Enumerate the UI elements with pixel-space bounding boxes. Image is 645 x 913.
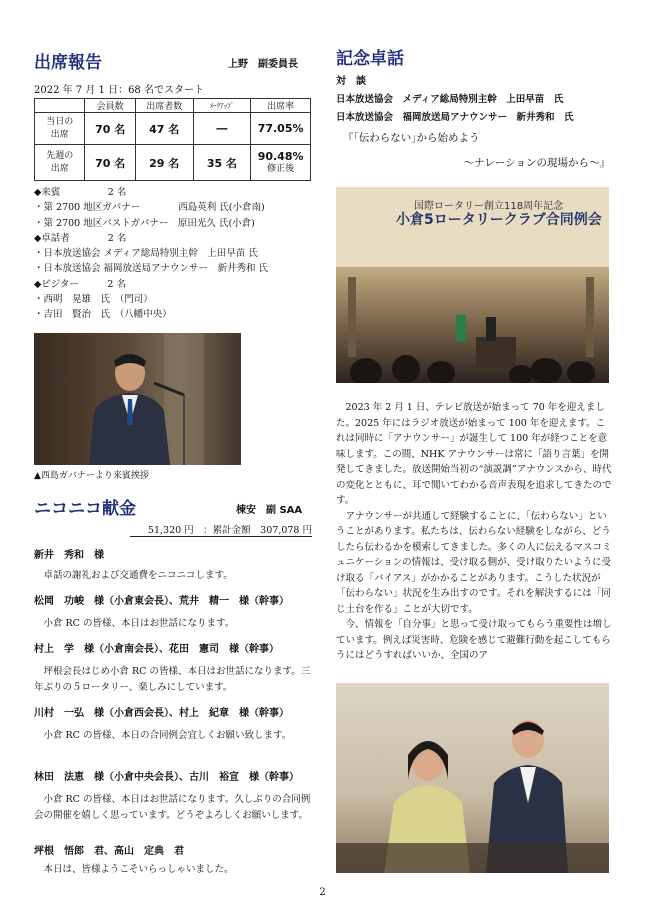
entry-text: 卓話の謝礼および交通費をニコニコします。 xyxy=(43,570,233,581)
speaker-2: 日本放送協会 福岡放送局アナウンサー 新井秀和 氏 xyxy=(336,112,574,123)
list-item: ・日本放送協会 メディア総局特別主幹 上田早苗 氏 xyxy=(34,248,258,260)
entry-text: 小倉 RC の皆様、本日はお世話になります。久しぶりの合同例会の開催を嬉しく思っています。どうぞよろしくお願いします。 xyxy=(34,794,311,821)
list-item: ◆来賓 2 名 xyxy=(34,187,127,198)
members-cell: 70 名 xyxy=(85,113,135,145)
attendees-cell: 47 名 xyxy=(135,113,193,145)
niko-reporter: 棟安 副 SAA xyxy=(236,505,303,516)
entry-name: 新井 秀和 様 xyxy=(34,550,104,561)
speech-title: 記念卓話 xyxy=(336,49,404,69)
attendance-start-line: 2022 年 7 月 1 日：68 名でスタート xyxy=(34,85,204,96)
list-item: ◆ビジター 2 名 xyxy=(34,278,126,290)
rate-value: 90.48% xyxy=(257,149,304,163)
attendance-list xyxy=(34,185,314,323)
speech-subtitle-1: 『｢伝わらない｣から始めよう xyxy=(343,132,480,144)
niko-amount: 51,320 円 ：累計金額 307,078 円 xyxy=(130,522,312,537)
photo-caption: ▲西島ガバナーより来賓挨拶 xyxy=(34,471,149,481)
row-label: 当日の 出席 xyxy=(35,113,85,145)
entry-text: 本日は、皆様ようこそいらっしゃいました。 xyxy=(43,864,234,875)
speaker-1: 日本放送協会 メディア総局特別主幹 上田早苗 氏 xyxy=(336,94,564,105)
list-item: ◆卓話者 2 名 xyxy=(34,232,127,244)
table-header: 会員数 xyxy=(85,99,135,113)
event-photo xyxy=(336,187,609,383)
speakers-photo xyxy=(336,683,609,873)
table-header: 出席率 xyxy=(251,99,311,113)
list-item: ・日本放送協会 福岡放送局アナウンサー 新井秀和 氏 xyxy=(34,263,269,275)
entry-name: 村上 学 様（小倉南会長）、花田 憲司 様（幹事） xyxy=(34,644,279,655)
makeup-cell: ― xyxy=(193,113,251,145)
speakers-illustration xyxy=(336,683,609,873)
list-item: ・吉田 賢治 氏 （八幡中央） xyxy=(34,309,172,321)
list-item: ・西明 晃雄 氏 （門司） xyxy=(34,294,153,306)
list-item: ・第 2700 地区ガバナー 西島英利 氏(小倉南) xyxy=(34,202,265,214)
table-header: 出席者数 xyxy=(135,99,193,113)
attendees-cell: 29 名 xyxy=(135,145,193,181)
paragraph: 今、情報を「自分事」と思って受け取ってもらう重要性は増しています。例えば災害時、危険を感じて避難行動を起こしてもらうにはどうすればいいか、全国のア xyxy=(336,619,612,661)
table-header xyxy=(35,99,85,113)
attendance-title: 出席報告 xyxy=(34,53,102,73)
rate-cell: 77.05% xyxy=(251,113,311,145)
row-label: 先週の 出席 xyxy=(35,145,85,181)
niko-title: ニコニコ献金 xyxy=(34,499,136,519)
paragraph: 2023 年 2 月 1 日、テレビ放送が始まって 70 年を迎えました。2025 年にはラジオ放送が始まって 100 年を迎えます。これは同時に「アナウンサー」が誕生して 100 年が経つことを意味します。この間、NHK アナウンサーは常に「語り言葉」を開発してきました。放送開始当初の“演説調”アナウンスから、時代の変化とともに、耳で聞いてわかる音声表現を追求してきたのです。 xyxy=(336,402,612,506)
paragraph: アナウンサーが共通して経験することに、「伝わらない」ということがあります。私たちは、伝わらない経験をしながら、どうしたら伝わるかを模索してきました。多くの人に伝えるマスコミュニケーションの情報は、受け取る側が、受け取りたいように受け取る「バイアス」がかかることがあります。こうした状況が「伝わらない」状況を生み出すのです。それを解決するには「同じ土台を作る」ことが大切です。 xyxy=(336,510,612,615)
entry-text: 坪根会長はじめ小倉 RC の皆様、本日はお世話になります。三年ぶりの５ロータリー、楽しみにしています。 xyxy=(34,666,311,693)
banner-line-1: 国際ロータリー創立118周年記念 xyxy=(414,201,564,212)
entry-text: 小倉 RC の皆様、本日の合同例会宜しくお願い致します。 xyxy=(43,730,292,741)
rate-cell xyxy=(251,145,311,181)
makeup-cell: 35 名 xyxy=(193,145,251,181)
page-number: 2 xyxy=(319,887,326,898)
speech-body xyxy=(336,400,612,664)
list-item: ・第 2700 地区パストガバナー 原田光久 氏(小倉) xyxy=(34,217,255,229)
governor-photo xyxy=(34,333,241,465)
niko-entries xyxy=(34,546,314,878)
members-cell: 70 名 xyxy=(85,145,135,181)
entry-name: 坪根 悟郎 君、高山 定典 君 xyxy=(34,846,184,857)
entry-name: 松岡 功峻 様（小倉東会長）、荒井 精一 様（幹事） xyxy=(34,596,289,607)
speech-subtitle-2: ～ナレーションの現場から～』 xyxy=(463,157,610,169)
entry-name: 林田 法恵 様（小倉中央会長）、古川 裕宣 様（幹事） xyxy=(34,772,299,783)
speech-type: 対 談 xyxy=(336,76,366,87)
governor-illustration xyxy=(34,333,241,465)
attendance-table xyxy=(34,98,311,181)
attendance-reporter: 上野 副委員長 xyxy=(228,59,298,70)
rate-note: 修正後 xyxy=(267,163,295,174)
banner-line-2: 小倉5ロータリークラブ合同例会 xyxy=(396,212,602,228)
entry-text: 小倉 RC の皆様、本日はお世話になります。 xyxy=(43,618,235,629)
table-header: ﾒｰｸｱｯﾌﾟ xyxy=(193,99,251,113)
entry-name: 川村 一弘 様（小倉西会長）、村上 紀章 様（幹事） xyxy=(34,708,289,719)
